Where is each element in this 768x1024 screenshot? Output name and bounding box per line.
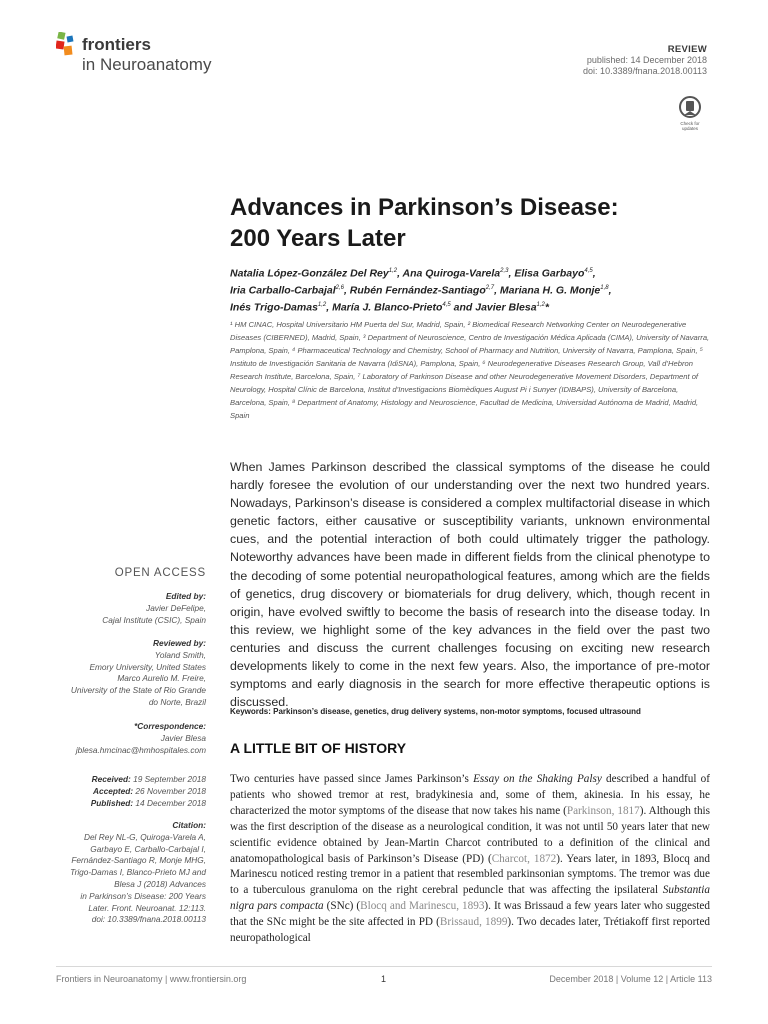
journal-name[interactable] xyxy=(82,36,211,74)
dates-block xyxy=(91,774,206,809)
correspondence-label: *Correspondence: xyxy=(134,721,206,731)
author-separator: , xyxy=(608,284,612,297)
body-text-run: (SNc) ( xyxy=(323,900,361,913)
citation-line: Fernández-Santiago R, Monje MHG, xyxy=(71,855,206,866)
citation-line: Later. Front. Neuroanat. 12:113. xyxy=(88,902,206,913)
published-date: published: 14 December 2018 xyxy=(586,55,707,65)
citation-link[interactable]: Brissaud, 1899 xyxy=(439,916,508,929)
author-affil-marker: 2,6 xyxy=(335,285,344,291)
footer-issue: December 2018 | Volume 12 | Article 113 xyxy=(549,974,712,984)
citation-link[interactable]: Blocq and Marinescu, 1893 xyxy=(360,900,485,913)
article-meta-header xyxy=(583,44,707,77)
body-text-run: described a handful of patients who showed tremor at rest, bradykinesia and, some of them, akinesia. In his essay, he characterized the motor symptoms of the disease that now takes his name ( xyxy=(230,773,710,817)
citation-line: Blesa J (2018) Advances xyxy=(114,878,206,889)
reviewer-line: Yoland Smith, xyxy=(154,649,206,660)
citation-link[interactable]: Charcot, 1872 xyxy=(491,852,557,865)
author-affil-marker: 1,8 xyxy=(600,285,609,291)
accepted-date: 26 November 2018 xyxy=(133,785,206,796)
citation-label: Citation: xyxy=(172,820,206,830)
title-line-2: 200 Years Later xyxy=(230,225,406,252)
article-title xyxy=(230,192,710,254)
title-line-1: Advances in Parkinson’s Disease: xyxy=(230,194,619,221)
reviewed-by-block xyxy=(71,638,206,709)
body-text-italic: Substantia nigra pars compacta xyxy=(230,884,710,913)
svg-text:Check for: Check for xyxy=(680,121,700,126)
citation-line: Garbayo E, Carballo-Carbajal I, xyxy=(90,843,206,854)
section-heading: A LITTLE BIT OF HISTORY xyxy=(230,740,407,756)
body-text-italic: Essay on the Shaking Palsy xyxy=(473,773,602,785)
author-affil-marker: 4,5 xyxy=(442,302,451,308)
citation-line: in Parkinson’s Disease: 200 Years xyxy=(80,890,206,901)
author-affil-marker: 1,2 xyxy=(388,268,398,274)
author-affil-marker: 4,5 xyxy=(584,268,593,274)
author-name[interactable]: , María J. Blanco-Prieto xyxy=(326,301,443,314)
reviewer-line: University of the State of Rio Grande xyxy=(70,685,206,696)
correspondence-name: Javier Blesa xyxy=(160,732,206,743)
keywords: Keywords: Parkinson’s disease, genetics, drug delivery systems, non-motor symptoms, focused ultrasound xyxy=(230,707,641,716)
author-affil-marker: 2,3 xyxy=(500,268,509,274)
article-type: REVIEW xyxy=(667,44,707,55)
reviewed-by-label: Reviewed by: xyxy=(152,638,206,648)
author-name[interactable]: and Javier Blesa xyxy=(450,301,537,314)
reviewer-line: Emory University, United States xyxy=(89,661,206,672)
author-affil-marker: 1,2 xyxy=(536,302,545,308)
corresponding-author-marker: * xyxy=(544,301,549,314)
brand-name: frontiers xyxy=(82,35,151,54)
correspondence-block xyxy=(76,721,206,756)
citation-line: doi: 10.3389/fnana.2018.00113 xyxy=(91,914,206,925)
open-access-label: OPEN ACCESS xyxy=(114,567,206,579)
body-text-run: Two centuries have passed since James Parkinson’s xyxy=(230,773,474,785)
frontiers-logo-icon xyxy=(56,32,76,62)
body-text-run: ). It was Brissaud a few years later who suggested that the SNc might be the site affected in PD ( xyxy=(230,900,710,929)
citation-link[interactable]: Parkinson, 1817 xyxy=(566,804,640,817)
author-affil-marker: 1,2 xyxy=(317,302,327,308)
author-name[interactable]: , Rubén Fernández-Santiago xyxy=(343,284,486,297)
author-list xyxy=(230,264,700,315)
footer-divider xyxy=(56,966,712,967)
published-label: Published: xyxy=(90,797,134,808)
page-number: 1 xyxy=(381,974,387,984)
body-text-run: ). Although this was the first description of the disease as a neurological condition, it was not until 50 years later that new scientific evidence obtained by Jean-Martin Charcot contributed to a definition of the clinical and anatomopathological basis of Parkinson’s Disease (PD) ( xyxy=(230,804,711,865)
reviewer-line: Marco Aurelio M. Freire, xyxy=(117,673,206,684)
citation-block xyxy=(70,820,206,926)
author-name[interactable]: Iria Carballo-Carbajal xyxy=(230,284,336,297)
body-text-run: ). Years later, in 1893, Blocq and Marinescu noticed resting tremor in a patient that resembled parkinsonian symptoms. The tremor was due to a tuberculous granuloma on the right cerebral peduncle that was affecting the ipsilateral xyxy=(230,852,710,897)
svg-text:updates: updates xyxy=(681,126,699,131)
author-name[interactable]: , Ana Quiroga-Varela xyxy=(397,267,501,280)
accepted-label: Accepted: xyxy=(93,785,134,796)
citation-line: Trigo-Damas I, Blanco-Prieto MJ and xyxy=(70,867,206,878)
author-separator: , xyxy=(592,267,596,280)
edited-by-label: Edited by: xyxy=(165,591,206,601)
correspondence-email[interactable]: jblesa.hmcinac@hmhospitales.com xyxy=(75,744,206,755)
footer-journal[interactable]: Frontiers in Neuroanatomy | www.frontiersin.org xyxy=(56,974,247,984)
author-name[interactable]: Inés Trigo-Damas xyxy=(230,301,318,314)
reviewer-line: do Norte, Brazil xyxy=(148,696,206,707)
doi-link[interactable]: doi: 10.3389/fnana.2018.00113 xyxy=(583,66,707,76)
author-name[interactable]: , Mariana H. G. Monje xyxy=(494,284,601,297)
received-date: 19 September 2018 xyxy=(130,774,206,784)
affiliations: ¹ HM CINAC, Hospital Universitario HM Puerta del Sur, Madrid, Spain, ² Biomedical Research Networking Center on Neurodegenerative Diseases (CIBERNED), Madrid, Spain, ³ Department of Neuroscience, Centro de Investigación Médica Aplicada (CIMA), University of Navarra, Pamplona, Spain, ⁴ Pharmaceutical Technology and Chemistry, School of Pharmacy and Nutrition, University of Navarra, Pamplona, Spain, ⁵ Instituto de Investigación Sanitaria de Navarra (IdiSNA), Pamplona, Spain, ⁶ Neurodegenerative Diseases Research Group, Vall d’Hebron Research Institute, Barcelona, Spain, ⁷ Laboratory of Parkinson Disease and other Neurodegenerative Movement Disorders, Department of Neurology, Hospital Clínic de Barcelona, Institut d’Investigacions Biomèdiques August Pi i Sunyer (IDIBAPS), University of Barcelona, Barcelona, Spain, ⁸ Department of Anatomy, Histology and Neuroscience, Facultad de Medicina, Universidad Autónoma de Madrid, Madrid, Spain xyxy=(230,320,710,420)
published-date-sidebar: 14 December 2018 xyxy=(133,797,206,808)
citation-line: Del Rey NL-G, Quiroga-Varela A, xyxy=(83,831,206,842)
author-affil-marker: 2,7 xyxy=(485,285,495,291)
author-name[interactable]: Natalia López-González Del Rey xyxy=(230,267,389,280)
body-text-run: ). Two decades later, Trétiakoff first reported neuropathological xyxy=(230,916,711,945)
abstract: When James Parkinson described the classical symptoms of the disease he could hardly foresee the evolution of our understanding over the next two hundred years. Nowadays, Parkinson’s disease is considered a complex multifactorial disease in which genetic factors, either causative or susceptibility variants, unknown environmental cues, and the potential interaction of both could ultimately trigger the pathology. Noteworthy advances have been made in different fields from the clinical phenotype to the decoding of some potential neuropathological features, among which are the fields of genetics, drug discovery or biomaterials for drug delivery, which, though recent in origin, have evolved swiftly to become the basis of research into the disease today. In this review, we highlight some of the key advances in the field over the past two centuries and discuss the current challenges focusing on exciting new research developments likely to come in the next few years. Also, the importance of pre-motor symptoms and early diagnosis in the search for more effective therapeutic options is discussed. xyxy=(230,460,710,710)
editor-line: Cajal Institute (CSIC), Spain xyxy=(102,614,206,625)
edited-by-block xyxy=(102,591,206,626)
check-for-updates-icon[interactable] xyxy=(673,95,707,133)
author-name[interactable]: , Elisa Garbayo xyxy=(508,267,585,280)
journal-subtitle: in Neuroanatomy xyxy=(82,55,212,74)
received-label: Received: xyxy=(91,774,131,784)
body-paragraph xyxy=(230,772,710,947)
editor-line: Javier DeFelipe, xyxy=(146,602,206,613)
